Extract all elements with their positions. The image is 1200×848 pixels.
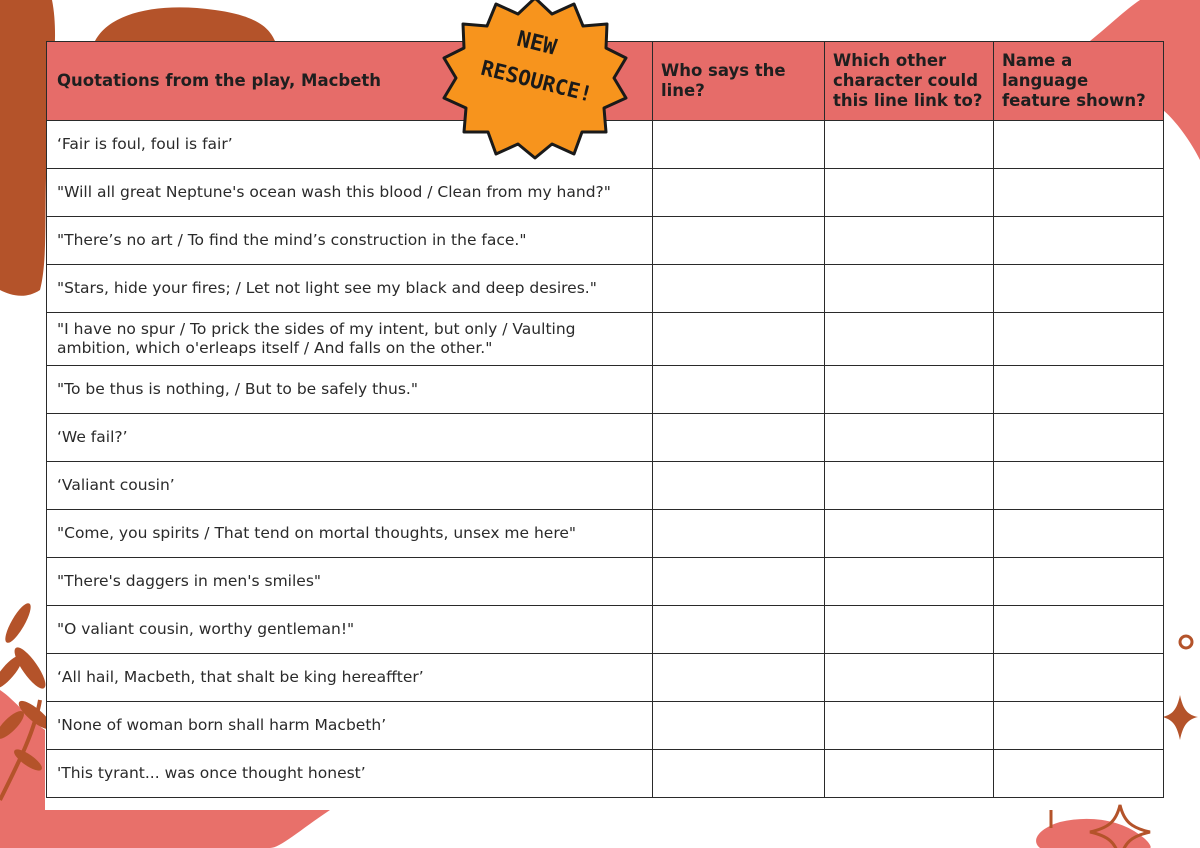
link-character-cell[interactable]	[825, 462, 994, 510]
table-row	[47, 366, 1164, 414]
quotation-cell: ‘Valiant cousin’	[47, 462, 653, 510]
link-character-cell[interactable]	[825, 313, 994, 366]
quotation-cell: 'None of woman born shall harm Macbeth’	[47, 702, 653, 750]
language-feature-cell[interactable]	[994, 169, 1164, 217]
language-feature-cell[interactable]	[994, 558, 1164, 606]
table-row	[47, 510, 1164, 558]
who-says-cell[interactable]	[653, 217, 825, 265]
header-quotations: Quotations from the play, Macbeth	[47, 42, 653, 121]
who-says-cell[interactable]	[653, 169, 825, 217]
link-character-cell[interactable]	[825, 169, 994, 217]
language-feature-cell[interactable]	[994, 414, 1164, 462]
header-language-feature: Name a language feature shown?	[994, 42, 1164, 121]
table-row	[47, 558, 1164, 606]
who-says-cell[interactable]	[653, 510, 825, 558]
table-row	[47, 313, 1164, 366]
language-feature-cell[interactable]	[994, 121, 1164, 169]
link-character-cell[interactable]	[825, 558, 994, 606]
link-character-cell[interactable]	[825, 606, 994, 654]
ring-icon	[1180, 636, 1192, 648]
who-says-cell[interactable]	[653, 606, 825, 654]
link-character-cell[interactable]	[825, 217, 994, 265]
quotation-cell: 'This tyrant... was once thought honest’	[47, 750, 653, 798]
quotation-cell: "To be thus is nothing, / But to be safely thus."	[47, 366, 653, 414]
link-character-cell[interactable]	[825, 510, 994, 558]
link-character-cell[interactable]	[825, 750, 994, 798]
language-feature-cell[interactable]	[994, 265, 1164, 313]
header-who-says: Who says the line?	[653, 42, 825, 121]
link-character-cell[interactable]	[825, 654, 994, 702]
table-row	[47, 462, 1164, 510]
who-says-cell[interactable]	[653, 366, 825, 414]
badge-line2: RESOURCE!	[478, 55, 595, 107]
who-says-cell[interactable]	[653, 558, 825, 606]
who-says-cell[interactable]	[653, 654, 825, 702]
quotation-cell: "I have no spur / To prick the sides of my intent, but only / Vaulting ambition, which o'erleaps itself / And falls on the other."	[47, 313, 653, 366]
table-row	[47, 702, 1164, 750]
top-center-blob	[95, 7, 275, 41]
quotation-cell: "Will all great Neptune's ocean wash this blood / Clean from my hand?"	[47, 169, 653, 217]
who-says-cell[interactable]	[653, 702, 825, 750]
who-says-cell[interactable]	[653, 414, 825, 462]
who-says-cell[interactable]	[653, 265, 825, 313]
who-says-cell[interactable]	[653, 750, 825, 798]
language-feature-cell[interactable]	[994, 702, 1164, 750]
table-row	[47, 750, 1164, 798]
who-says-cell[interactable]	[653, 121, 825, 169]
link-character-cell[interactable]	[825, 265, 994, 313]
link-character-cell[interactable]	[825, 702, 994, 750]
language-feature-cell[interactable]	[994, 366, 1164, 414]
new-resource-badge	[440, 0, 630, 160]
quotation-cell: "O valiant cousin, worthy gentleman!"	[47, 606, 653, 654]
quotation-cell: ‘All hail, Macbeth, that shalt be king hereaffter’	[47, 654, 653, 702]
sparkle-icon	[1162, 695, 1198, 740]
language-feature-cell[interactable]	[994, 313, 1164, 366]
badge-line1: NEW	[514, 26, 559, 61]
quotation-cell: ‘We fail?’	[47, 414, 653, 462]
language-feature-cell[interactable]	[994, 606, 1164, 654]
quotation-cell: "Stars, hide your fires; / Let not light see my black and deep desires."	[47, 265, 653, 313]
table-row	[47, 414, 1164, 462]
link-character-cell[interactable]	[825, 366, 994, 414]
quotation-cell: "Come, you spirits / That tend on mortal thoughts, unsex me here"	[47, 510, 653, 558]
link-character-cell[interactable]	[825, 121, 994, 169]
table-row	[47, 169, 1164, 217]
who-says-cell[interactable]	[653, 462, 825, 510]
table-row	[47, 265, 1164, 313]
quotation-cell: "There’s no art / To find the mind’s construction in the face."	[47, 217, 653, 265]
language-feature-cell[interactable]	[994, 462, 1164, 510]
link-character-cell[interactable]	[825, 414, 994, 462]
language-feature-cell[interactable]	[994, 217, 1164, 265]
language-feature-cell[interactable]	[994, 750, 1164, 798]
table-row	[47, 654, 1164, 702]
header-link-character: Which other character could this line link to?	[825, 42, 994, 121]
language-feature-cell[interactable]	[994, 654, 1164, 702]
table-row	[47, 606, 1164, 654]
who-says-cell[interactable]	[653, 313, 825, 366]
quotation-cell: ‘Fair is foul, foul is fair’	[47, 121, 653, 169]
language-feature-cell[interactable]	[994, 510, 1164, 558]
table-row	[47, 217, 1164, 265]
quotation-cell: "There's daggers in men's smiles"	[47, 558, 653, 606]
